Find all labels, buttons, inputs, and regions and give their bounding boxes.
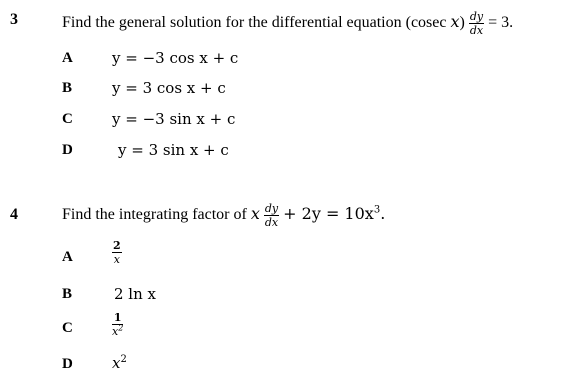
question-3-text xyxy=(62,11,513,36)
question-3-var: x xyxy=(450,12,460,32)
question-4-derivative xyxy=(264,203,279,228)
q3-option-letter-d: D xyxy=(62,142,73,158)
q4-option-a-den: x xyxy=(113,253,120,266)
q3-option-letter-b: B xyxy=(62,80,73,96)
question-4-rhs xyxy=(283,204,385,223)
q4-option-b: 2 ln x xyxy=(114,285,156,303)
q4-option-a xyxy=(112,240,122,265)
q4-option-c-fraction xyxy=(112,312,123,337)
q3-option-a: y = −3 cos x + c xyxy=(112,49,239,67)
q4-option-d-exp: 2 xyxy=(120,354,127,365)
question-3-number: 3 xyxy=(10,11,18,28)
q4-option-c-den-base: x xyxy=(112,325,119,338)
q4-option-letter-b: B xyxy=(62,286,73,302)
question-4-var: x xyxy=(250,204,260,224)
q4-option-d xyxy=(112,354,127,372)
q3-option-d: y = 3 sin x + c xyxy=(118,141,229,159)
question-4-number: 4 xyxy=(10,206,18,223)
q3-option-letter-a: A xyxy=(62,50,73,66)
question-3-derivative xyxy=(469,11,484,36)
q4-option-letter-d: D xyxy=(62,356,73,372)
q4-option-a-fraction xyxy=(112,240,122,265)
q4-option-c-den-exp: 2 xyxy=(118,323,124,333)
question-3-frac-den: dx xyxy=(469,24,484,37)
question-3-prompt: Find the general solution for the differential equation (cosec xyxy=(62,14,451,32)
q3-option-letter-c: C xyxy=(62,111,73,127)
q3-option-b: y = 3 cos x + c xyxy=(112,79,226,97)
q4-option-c-den xyxy=(112,325,123,337)
q4-option-letter-a: A xyxy=(62,249,73,265)
q4-option-c xyxy=(112,312,123,337)
q4-option-a-num: 2 xyxy=(113,239,121,252)
q3-option-c: y = −3 sin x + c xyxy=(112,110,236,128)
question-4-prompt: Find the integrating factor of xyxy=(62,206,251,224)
q4-option-letter-c: C xyxy=(62,320,73,336)
question-4-rhs-exp: 3 xyxy=(373,204,381,216)
q4-option-d-base: x xyxy=(112,354,121,372)
question-3-rhs: = 3. xyxy=(488,14,514,32)
question-3-frac-num: dy xyxy=(469,10,484,23)
question-4-frac-den: dx xyxy=(264,216,279,229)
question-4-rhs-end: . xyxy=(380,204,386,224)
question-3-close-paren: ) xyxy=(459,14,465,32)
question-4-rhs-main: + 2y = 10x xyxy=(283,204,374,224)
q4-option-c-num: 1 xyxy=(113,311,122,324)
question-4-frac-num: dy xyxy=(264,202,279,215)
question-4-text xyxy=(62,203,385,228)
